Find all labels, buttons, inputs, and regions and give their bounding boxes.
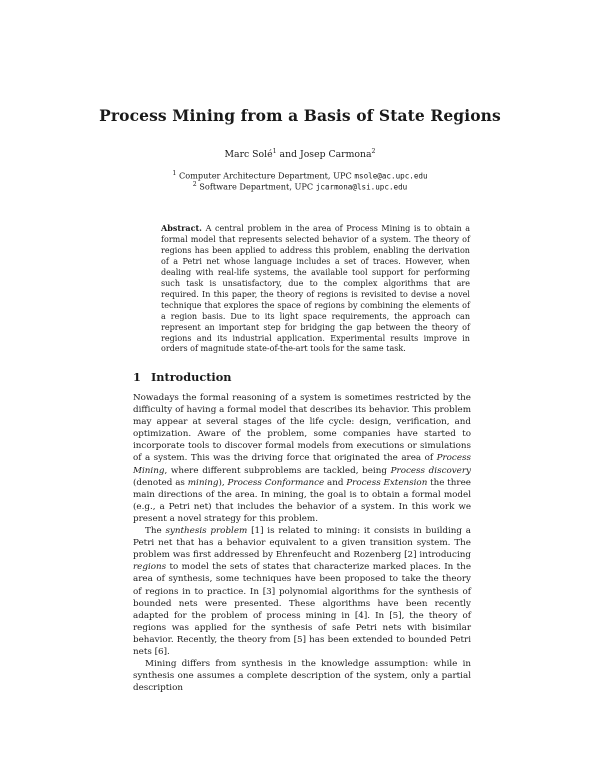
paragraph-text: Nowadays the formal reasoning of a system is sometimes restricted by the difficulty of having a formal model that describes its behavior. This problem may appear at several stages of the life cycle: design, verification, and optimization. Aware of the problem, some companies have started to incorporate tools to discover formal models from executions or simulations of a system. This was the driving force that originated the area of: [133, 393, 471, 464]
email-link[interactable]: msole@ac.upc.edu: [354, 171, 428, 181]
section-title: Introduction: [151, 370, 232, 384]
paragraph: [133, 392, 471, 525]
paragraph-text: Mining differs from synthesis in the knowledge assumption: while in synthesis one assumes a complete description of the system, only a partial description: [133, 659, 471, 694]
affiliation-text: Software Department, UPC: [199, 181, 316, 192]
author-name: Marc Solé: [224, 149, 273, 161]
emphasis-text: Process discovery: [390, 465, 471, 476]
paragraph-text: [1] is related to mining: it consists in building a Petri net that has a behavior equivalent to a given transition system. The problem was first addressed by Ehrenfeucht and Rozenberg [2] introducing: [133, 526, 471, 561]
emphasis-text: Process Conformance: [227, 477, 325, 488]
abstract: [161, 223, 470, 355]
emphasis-text: mining: [187, 477, 219, 488]
paragraph-text: (denoted as: [133, 477, 188, 488]
author-conjunction: and: [276, 149, 300, 161]
paragraph: [133, 658, 471, 694]
emphasis-text: Process Mining: [133, 453, 471, 476]
paragraph-text: and: [324, 477, 347, 488]
affiliation-mark: 1: [272, 148, 277, 155]
paragraph-text: the three main directions of the area. In mining, the goal is to obtain a formal model (e.g., a Petri net) that includes the behavior of a system. In this work we present a novel strategy for this problem.: [133, 477, 471, 524]
paper-title: Process Mining from a Basis of State Regions: [99, 106, 501, 125]
section-number: 1: [133, 370, 141, 384]
emphasis-text: Process Extension: [346, 477, 428, 488]
abstract-label: Abstract.: [161, 223, 202, 233]
author-name: Josep Carmona: [299, 149, 372, 161]
paragraph-text: The: [145, 526, 166, 537]
author-line: [0, 148, 600, 160]
paragraph-text: to model the sets of states that characterize marked places. In the area of synthesis, some techniques have been proposed to take the theory of regions in to practice. In [3] polynomial algorithms for the synthesis of bounded nets were presented. These algorithms have been recently adapted for the problem of process mining in [4]. In [5], the theory of regions was applied for the synthesis of safe Petri nets with bisimilar behavior. Recently, the theory from [5] has been extended to bounded Petri nets [6].: [133, 562, 471, 657]
paragraph: [133, 525, 471, 658]
email-link[interactable]: jcarmona@lsi.upc.edu: [315, 182, 408, 192]
body-text: [133, 392, 471, 694]
affiliation-mark: 2: [192, 181, 197, 188]
section-heading: [133, 370, 231, 384]
affiliation-text: Computer Architecture Department, UPC: [178, 170, 355, 181]
affiliation-mark: 1: [172, 170, 177, 177]
paragraph-text: , where different subproblems are tackled, being: [164, 465, 391, 476]
emphasis-text: regions: [133, 562, 167, 573]
emphasis-text: synthesis problem: [165, 526, 248, 537]
affiliation: [0, 179, 600, 193]
abstract-text: A central problem in the area of Process Mining is to obtain a formal model that represents selected behavior of a system. The theory of regions has been applied to address this problem, enabling the derivation of a Petri net whose language includes a set of traces. However, when dealing with real-life systems, the available tool support for performing such task is unsatisfactory, due to the complex algorithms that are required. In this paper, the theory of regions is revisited to devise a novel technique that explores the space of regions by combining the elements of a region basis. Due to its light space requirements, the approach can represent an important step for bridging the gap between the theory of regions and its industrial application. Experimental results improve in orders of magnitude state-of-the-art tools for the same task.: [161, 224, 470, 354]
affiliation-mark: 2: [371, 148, 376, 155]
paragraph-text: ),: [218, 477, 228, 488]
